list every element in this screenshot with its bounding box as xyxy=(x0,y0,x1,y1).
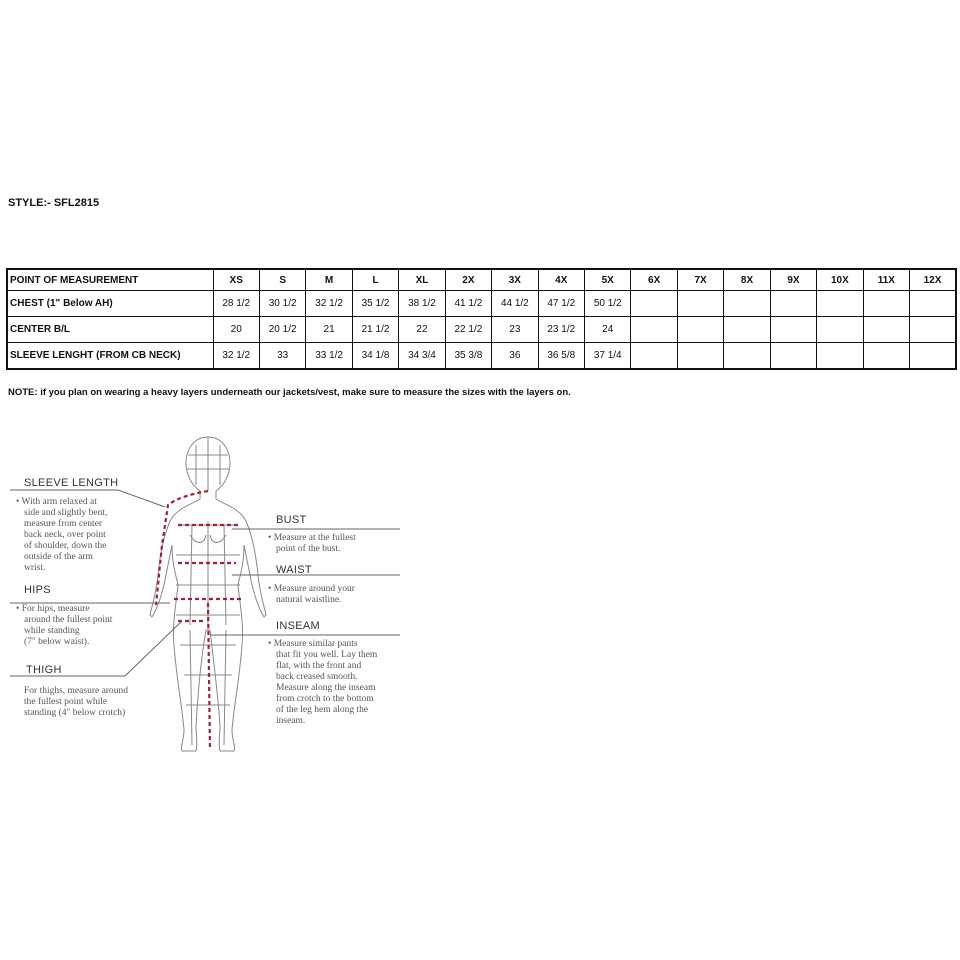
inseam-label xyxy=(268,620,378,726)
size-header: XS xyxy=(213,269,259,291)
body-figure xyxy=(150,437,266,751)
size-spec-table xyxy=(6,268,957,370)
measurement-cell xyxy=(817,343,863,370)
sleeve-line: wrist. xyxy=(24,563,46,573)
size-header: S xyxy=(259,269,305,291)
measurement-cell: 20 xyxy=(213,317,259,343)
measurement-cell xyxy=(677,317,723,343)
hips-line: • For hips, measure xyxy=(16,604,90,614)
bust-title: BUST xyxy=(276,514,307,526)
layering-note: NOTE: if you plan on wearing a heavy layers underneath our jackets/vest, make sure to measure the sizes with the layers on. xyxy=(8,387,571,398)
thigh-line: standing (4" below crotch) xyxy=(24,708,126,718)
table-row xyxy=(7,343,956,370)
measurement-cell xyxy=(910,291,956,317)
inseam-line: Measure along the inseam xyxy=(276,683,376,693)
measurement-cell: 28 1/2 xyxy=(213,291,259,317)
size-header: 12X xyxy=(910,269,956,291)
measurement-cell: 37 1/4 xyxy=(585,343,631,370)
measurement-cell: 33 xyxy=(259,343,305,370)
measurement-cell: 20 1/2 xyxy=(259,317,305,343)
waist-title: WAIST xyxy=(276,564,312,576)
size-header: 8X xyxy=(724,269,770,291)
measurement-cell xyxy=(677,291,723,317)
sleeve-line: of shoulder, down the xyxy=(24,541,107,551)
measurement-cell: 21 xyxy=(306,317,352,343)
measurement-cell: 23 1/2 xyxy=(538,317,584,343)
row-label: CHEST (1" Below AH) xyxy=(7,291,213,317)
inseam-line: from crotch to the bottom xyxy=(276,694,374,704)
inseam-line: that fit you well. Lay them xyxy=(276,650,378,660)
measurement-cell xyxy=(863,317,909,343)
bust-line: point of the bust. xyxy=(276,544,341,554)
measurement-cell xyxy=(770,343,816,370)
measurement-cell: 36 xyxy=(492,343,538,370)
inseam-line: of the leg hem along the xyxy=(276,705,369,715)
thigh-line: For thighs, measure around xyxy=(24,686,128,696)
measurement-cell xyxy=(817,317,863,343)
measurement-cell xyxy=(724,343,770,370)
measurement-cell xyxy=(631,291,677,317)
measurement-cell: 33 1/2 xyxy=(306,343,352,370)
measurement-cell: 24 xyxy=(585,317,631,343)
hips-label xyxy=(16,584,113,647)
size-header: 11X xyxy=(863,269,909,291)
measurement-cell: 34 1/8 xyxy=(352,343,398,370)
measurement-cell xyxy=(724,317,770,343)
measurement-cell: 32 1/2 xyxy=(213,343,259,370)
inseam-title: INSEAM xyxy=(276,620,320,632)
body-measurement-diagram xyxy=(0,425,420,775)
style-label: STYLE:- SFL2815 xyxy=(8,197,100,209)
size-header: L xyxy=(352,269,398,291)
size-header: 2X xyxy=(445,269,491,291)
row-label: CENTER B/L xyxy=(7,317,213,343)
measurement-cell xyxy=(631,343,677,370)
measurement-cell: 32 1/2 xyxy=(306,291,352,317)
measurement-cell: 38 1/2 xyxy=(399,291,445,317)
inseam-line: flat, with the front and xyxy=(276,661,362,671)
measurement-cell: 22 xyxy=(399,317,445,343)
thigh-title: THIGH xyxy=(26,664,62,676)
measurement-cell: 35 3/8 xyxy=(445,343,491,370)
inseam-line: inseam. xyxy=(276,716,306,726)
inseam-line: back creased smooth. xyxy=(276,672,358,682)
hips-line: (7" below waist). xyxy=(24,637,90,647)
size-header: 5X xyxy=(585,269,631,291)
measurement-cell xyxy=(677,343,723,370)
measurement-cell: 22 1/2 xyxy=(445,317,491,343)
measurement-cell: 47 1/2 xyxy=(538,291,584,317)
measurement-cell: 36 5/8 xyxy=(538,343,584,370)
table-row xyxy=(7,291,956,317)
size-header: 7X xyxy=(677,269,723,291)
size-header: 6X xyxy=(631,269,677,291)
size-header: 10X xyxy=(817,269,863,291)
waist-line: • Measure around your xyxy=(268,584,355,594)
hips-title: HIPS xyxy=(24,584,51,596)
measurement-cell: 35 1/2 xyxy=(352,291,398,317)
pom-header: POINT OF MEASUREMENT xyxy=(7,269,213,291)
size-header: 4X xyxy=(538,269,584,291)
thigh-line: the fullest point while xyxy=(24,697,108,707)
thigh-label xyxy=(24,664,128,718)
sleeve-line: outside of the arm xyxy=(24,552,93,562)
measurement-cell xyxy=(910,343,956,370)
sleeve-title: SLEEVE LENGTH xyxy=(24,477,119,489)
size-header: 3X xyxy=(492,269,538,291)
row-label: SLEEVE LENGHT (FROM CB NECK) xyxy=(7,343,213,370)
size-header: XL xyxy=(399,269,445,291)
sleeve-line: • With arm relaxed at xyxy=(16,497,97,507)
measurement-cell xyxy=(863,343,909,370)
bust-label xyxy=(268,514,356,554)
sleeve-line: side and slightly bent, xyxy=(24,508,108,518)
measurement-cell: 50 1/2 xyxy=(585,291,631,317)
measurement-cell: 41 1/2 xyxy=(445,291,491,317)
hips-line: while standing xyxy=(24,626,80,636)
measurement-cell: 44 1/2 xyxy=(492,291,538,317)
waist-line: natural waistline. xyxy=(276,595,342,605)
sleeve-length-label xyxy=(16,477,118,573)
measurement-cell xyxy=(863,291,909,317)
sleeve-line: measure from center xyxy=(24,519,103,529)
measurement-cell xyxy=(910,317,956,343)
measurement-cell: 34 3/4 xyxy=(399,343,445,370)
inseam-line: • Measure similar pants xyxy=(268,639,358,649)
measurement-cell: 21 1/2 xyxy=(352,317,398,343)
measurement-cell: 30 1/2 xyxy=(259,291,305,317)
sleeve-line: back neck, over point xyxy=(24,530,106,540)
size-header: M xyxy=(306,269,352,291)
measurement-cell: 23 xyxy=(492,317,538,343)
waist-label xyxy=(268,564,356,605)
bust-line: • Measure at the fullest xyxy=(268,533,356,543)
measurement-cell xyxy=(770,291,816,317)
table-header-row xyxy=(7,269,956,291)
measurement-cell xyxy=(770,317,816,343)
measurement-lines xyxy=(156,491,242,750)
measurement-cell xyxy=(817,291,863,317)
hips-line: around the fullest point xyxy=(24,615,113,625)
table-body xyxy=(7,291,956,370)
size-header: 9X xyxy=(770,269,816,291)
measurement-cell xyxy=(724,291,770,317)
measurement-cell xyxy=(631,317,677,343)
table-row xyxy=(7,317,956,343)
